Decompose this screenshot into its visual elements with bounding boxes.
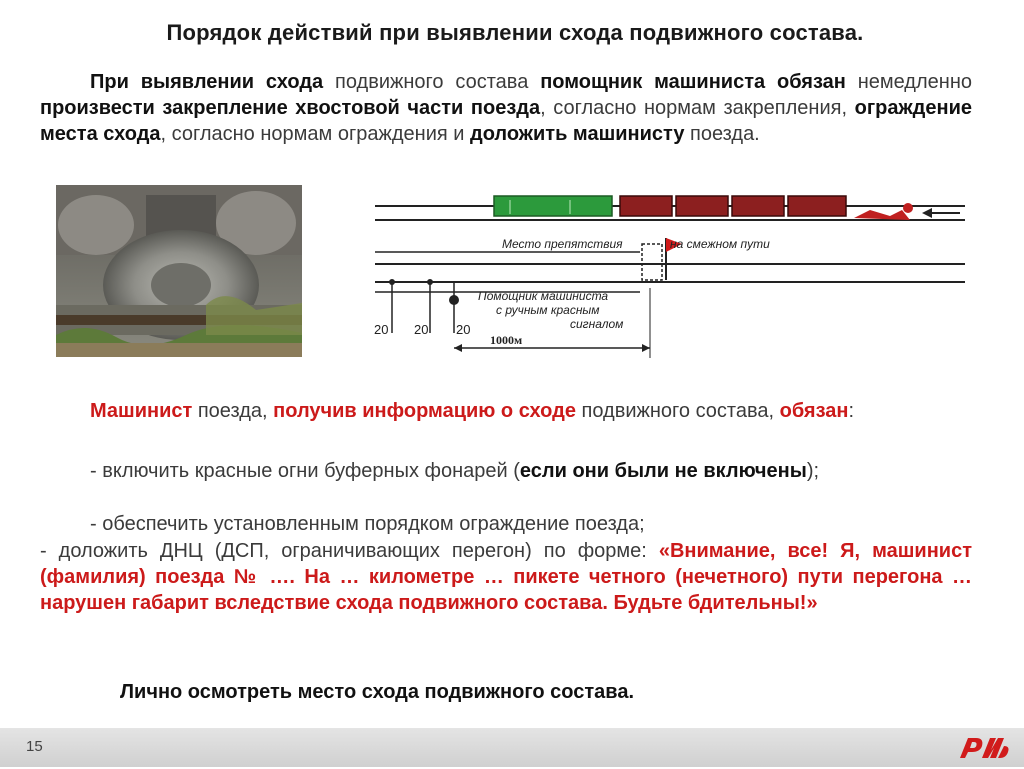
p2-s3: получив информацию о сходе <box>273 400 576 422</box>
obstacle-label: Место препятствия <box>502 237 623 251</box>
distance-label-1: 20 <box>374 322 389 337</box>
distance-label-2: 20 <box>414 322 429 337</box>
rzd-logo-icon <box>954 732 1014 769</box>
p2-s4: подвижного состава, <box>575 400 780 422</box>
slide-footer <box>0 728 1024 767</box>
wagons-icon <box>620 196 913 220</box>
assistant-label-line2: с ручным красным <box>496 303 600 317</box>
assistant-duties-paragraph <box>40 69 972 147</box>
locomotive-icon <box>494 196 612 216</box>
list-item <box>40 511 972 537</box>
slide-title: Порядок действий при выявлении схода подвижного состава. <box>166 20 864 45</box>
adjacent-track-label: на смежном пути <box>670 237 770 251</box>
p1-s5: произвести закрепление хвостовой части поезда <box>40 97 541 119</box>
i1-s2: если они были не включены <box>519 460 807 482</box>
p2-s5: обязан <box>779 400 849 422</box>
driver-duties-paragraph <box>40 398 972 424</box>
direction-arrow-icon <box>922 208 960 218</box>
p2-s2: поезда, <box>192 400 274 422</box>
distance-label-3: 20 <box>456 322 471 337</box>
assistant-label-line1: Помощник машиниста <box>478 289 609 303</box>
p2-s6: : <box>848 400 855 422</box>
p1-s10: поезда. <box>684 123 760 145</box>
i1-s1: - включить красные огни буферных фонарей ( <box>90 460 520 482</box>
i1-s3: ); <box>806 460 820 482</box>
p1-s3: помощник машиниста обязан <box>540 71 846 93</box>
i3-s2: «Внимание, все! Я, машинист (фамилия) поезда № …. На … километре … пикете четного (нечетного) пути перегона … нарушен габарит вследствие схода подвижного состава. Будьте бдительны!» <box>40 540 972 614</box>
p2-s1: Машинист <box>90 400 193 422</box>
i3-s1: - доложить ДНЦ (ДСП, ограничивающих перегон) по форме: <box>40 540 659 562</box>
derailed-wheel-photo <box>56 185 302 357</box>
final-instruction: Лично осмотреть место схода подвижного состава. <box>120 681 634 703</box>
list-item <box>40 458 972 484</box>
p1-s8: , согласно нормам ограждения и <box>160 123 470 145</box>
list-item <box>40 538 972 616</box>
i2-s1: - обеспечить установленным порядком ограждение поезда; <box>90 513 645 535</box>
p1-s2: подвижного состава <box>323 71 541 93</box>
p1-s7: ограждение места схода <box>40 97 972 145</box>
p1-s9: доложить машинисту <box>470 123 685 145</box>
track-diagram <box>370 188 970 368</box>
p1-s6: , согласно нормам закрепления, <box>540 97 855 119</box>
page-number: 15 <box>26 738 43 755</box>
assistant-label-line3: сигналом <box>570 317 624 331</box>
p1-s1: При выявлении схода <box>90 71 324 93</box>
distance-main-label: 1000м <box>490 333 523 347</box>
p1-s4: немедленно <box>845 71 972 93</box>
